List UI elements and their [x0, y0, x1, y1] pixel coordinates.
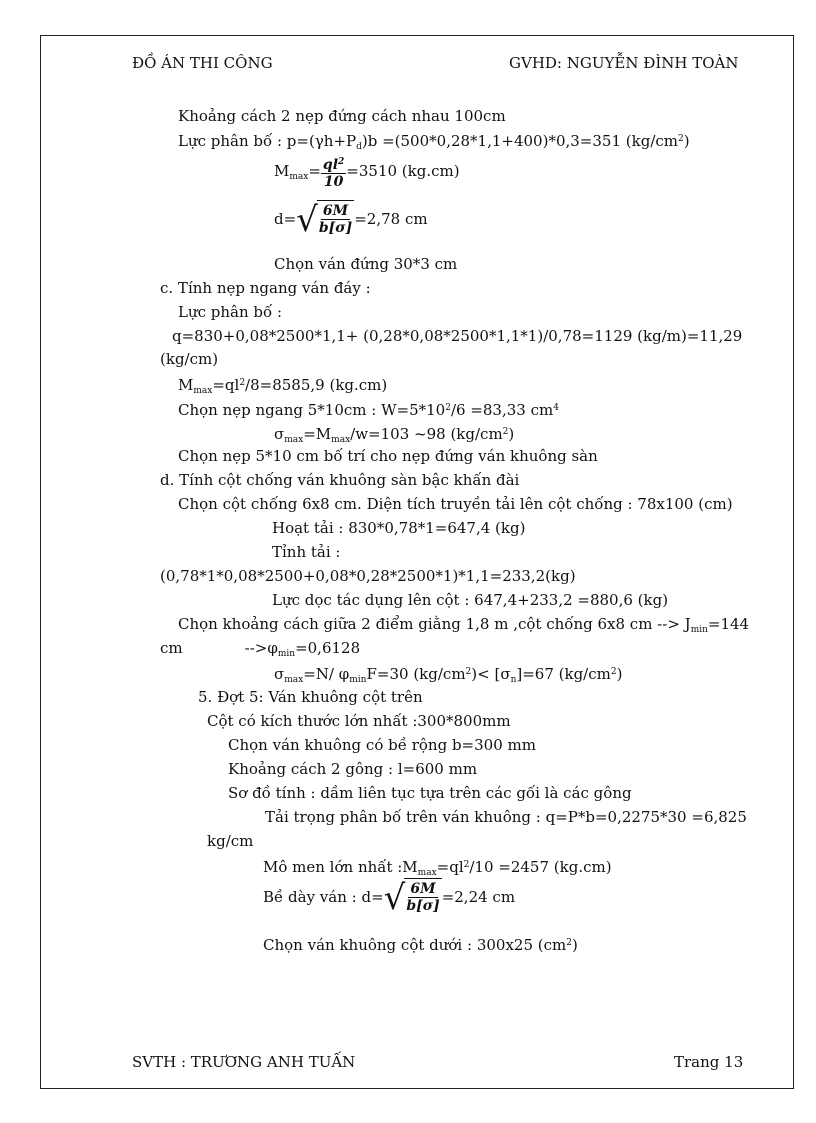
section-heading: c. Tính nẹp ngang ván đáy :	[160, 279, 371, 297]
text-line: Mô men lớn nhất $:M_{max}=ql^2/10 =2457$ (kg.cm)	[263, 858, 612, 878]
header-left: ĐỒ ÁN THI CÔNG	[132, 54, 273, 72]
page-number: Trang 13	[674, 1053, 744, 1071]
text-line: Chọn cột chống 6x8 cm. Diện tích truyền tải lên cột chống : 78x100 (cm)	[178, 495, 733, 513]
text-line: Cột có kích thước lớn nhất :300*800mm	[207, 712, 511, 730]
text-line: Lực dọc tác dụng lên cột : 647,4+233,2 =880,6 (kg)	[272, 591, 669, 609]
text-line: $\sigma_{max}=N/$ $\varphi_{min}F=30$ $(kg/cm^2)< [\sigma_n]=67$ $(kg/cm^2)$	[274, 665, 623, 685]
text-line: Hoạt tải : 830*0,78*1=647,4 (kg)	[272, 519, 526, 537]
text-line: Chọn ván khuông cột dưới : 300x25 $(cm^2)$	[263, 936, 578, 954]
text-line: Lực phân bố : $p=(\gamma h+P_d)b =(500*0,28*1,1+400)*0,3=351$ $(kg/cm^2)$	[178, 132, 690, 152]
text-line: Lực phân bố :	[178, 303, 283, 321]
text-line: Chọn ván đứng 30*3 cm	[274, 255, 458, 273]
section-heading: d. Tính cột chống ván khuông sàn bậc khấn đài	[160, 471, 520, 489]
header-right: GVHD: NGUYỄN ĐÌNH TOÀN	[509, 54, 739, 72]
text-line: (0,78*1*0,08*2500+0,08*0,28*2500*1)*1,1=233,2(kg)	[160, 567, 576, 585]
page-border	[40, 35, 794, 1089]
text-line: $\sigma_{max}=M_{max}/w=103$ ~98 $(kg/cm^2)$	[274, 425, 515, 445]
section-heading: 5. Đợt 5: Ván khuông cột trên	[198, 688, 423, 706]
fraction: $\frac{ql^2}{10}$	[321, 154, 346, 190]
footer-left: SVTH : TRƯƠNG ANH TUẤN	[132, 1053, 356, 1071]
formula-line: Bề dày ván : d= √ $\frac{6M}{b[\sigma]}$ =2,24 cm	[263, 878, 516, 918]
text-line: q=830+0,08*2500*1,1+ (0,28*0,08*2500*1,1*1)/0,78=1129 (kg/m)=11,29	[172, 327, 743, 345]
text-line: Tỉnh tải :	[272, 543, 341, 561]
square-root: √ $\frac{6M}{b[\sigma]}$	[296, 200, 353, 240]
text-line: Chọn nẹp 5*10 cm bố trí cho nẹp đứng ván khuông sàn	[178, 447, 598, 465]
text-line: Khoảng cách 2 gông : l=600 mm	[228, 760, 478, 778]
text-line: Khoảng cách 2 nẹp đứng cách nhau 100cm	[178, 107, 506, 125]
text-line: cm $-->\varphi_{min}=0,6128$	[160, 639, 361, 659]
text-line: Sơ đồ tính : dầm liên tục tựa trên các gối là các gông	[228, 784, 632, 802]
formula-line: $M_{max}=$ $\frac{ql^2}{10}$ =3510 (kg.cm)	[274, 154, 460, 190]
text-line: Chọn nẹp ngang 5*10cm : $W=5*10^2/6 =83,33$ $cm^4$	[178, 401, 559, 419]
formula-line: d= √ $\frac{6M}{b[\sigma]}$ =2,78 cm	[274, 200, 428, 240]
square-root: √ $\frac{6M}{b[\sigma]}$	[383, 878, 440, 918]
text-line: kg/cm	[207, 832, 254, 850]
text-line: Chọn khoảng cách giữa 2 điểm giằng 1,8 m ,cột chống 6x8 cm --> $J_{min}=144$	[178, 615, 750, 635]
text-line: Tải trọng phân bố trên ván khuông : q=P*b=0,2275*30 =6,825	[265, 808, 747, 826]
text-line: (kg/cm)	[160, 350, 219, 368]
text-line: Chọn ván khuông có bề rộng b=300 mm	[228, 736, 536, 754]
text-line: $M_{max}=ql^2/8=8585,9$ (kg.cm)	[178, 376, 388, 396]
